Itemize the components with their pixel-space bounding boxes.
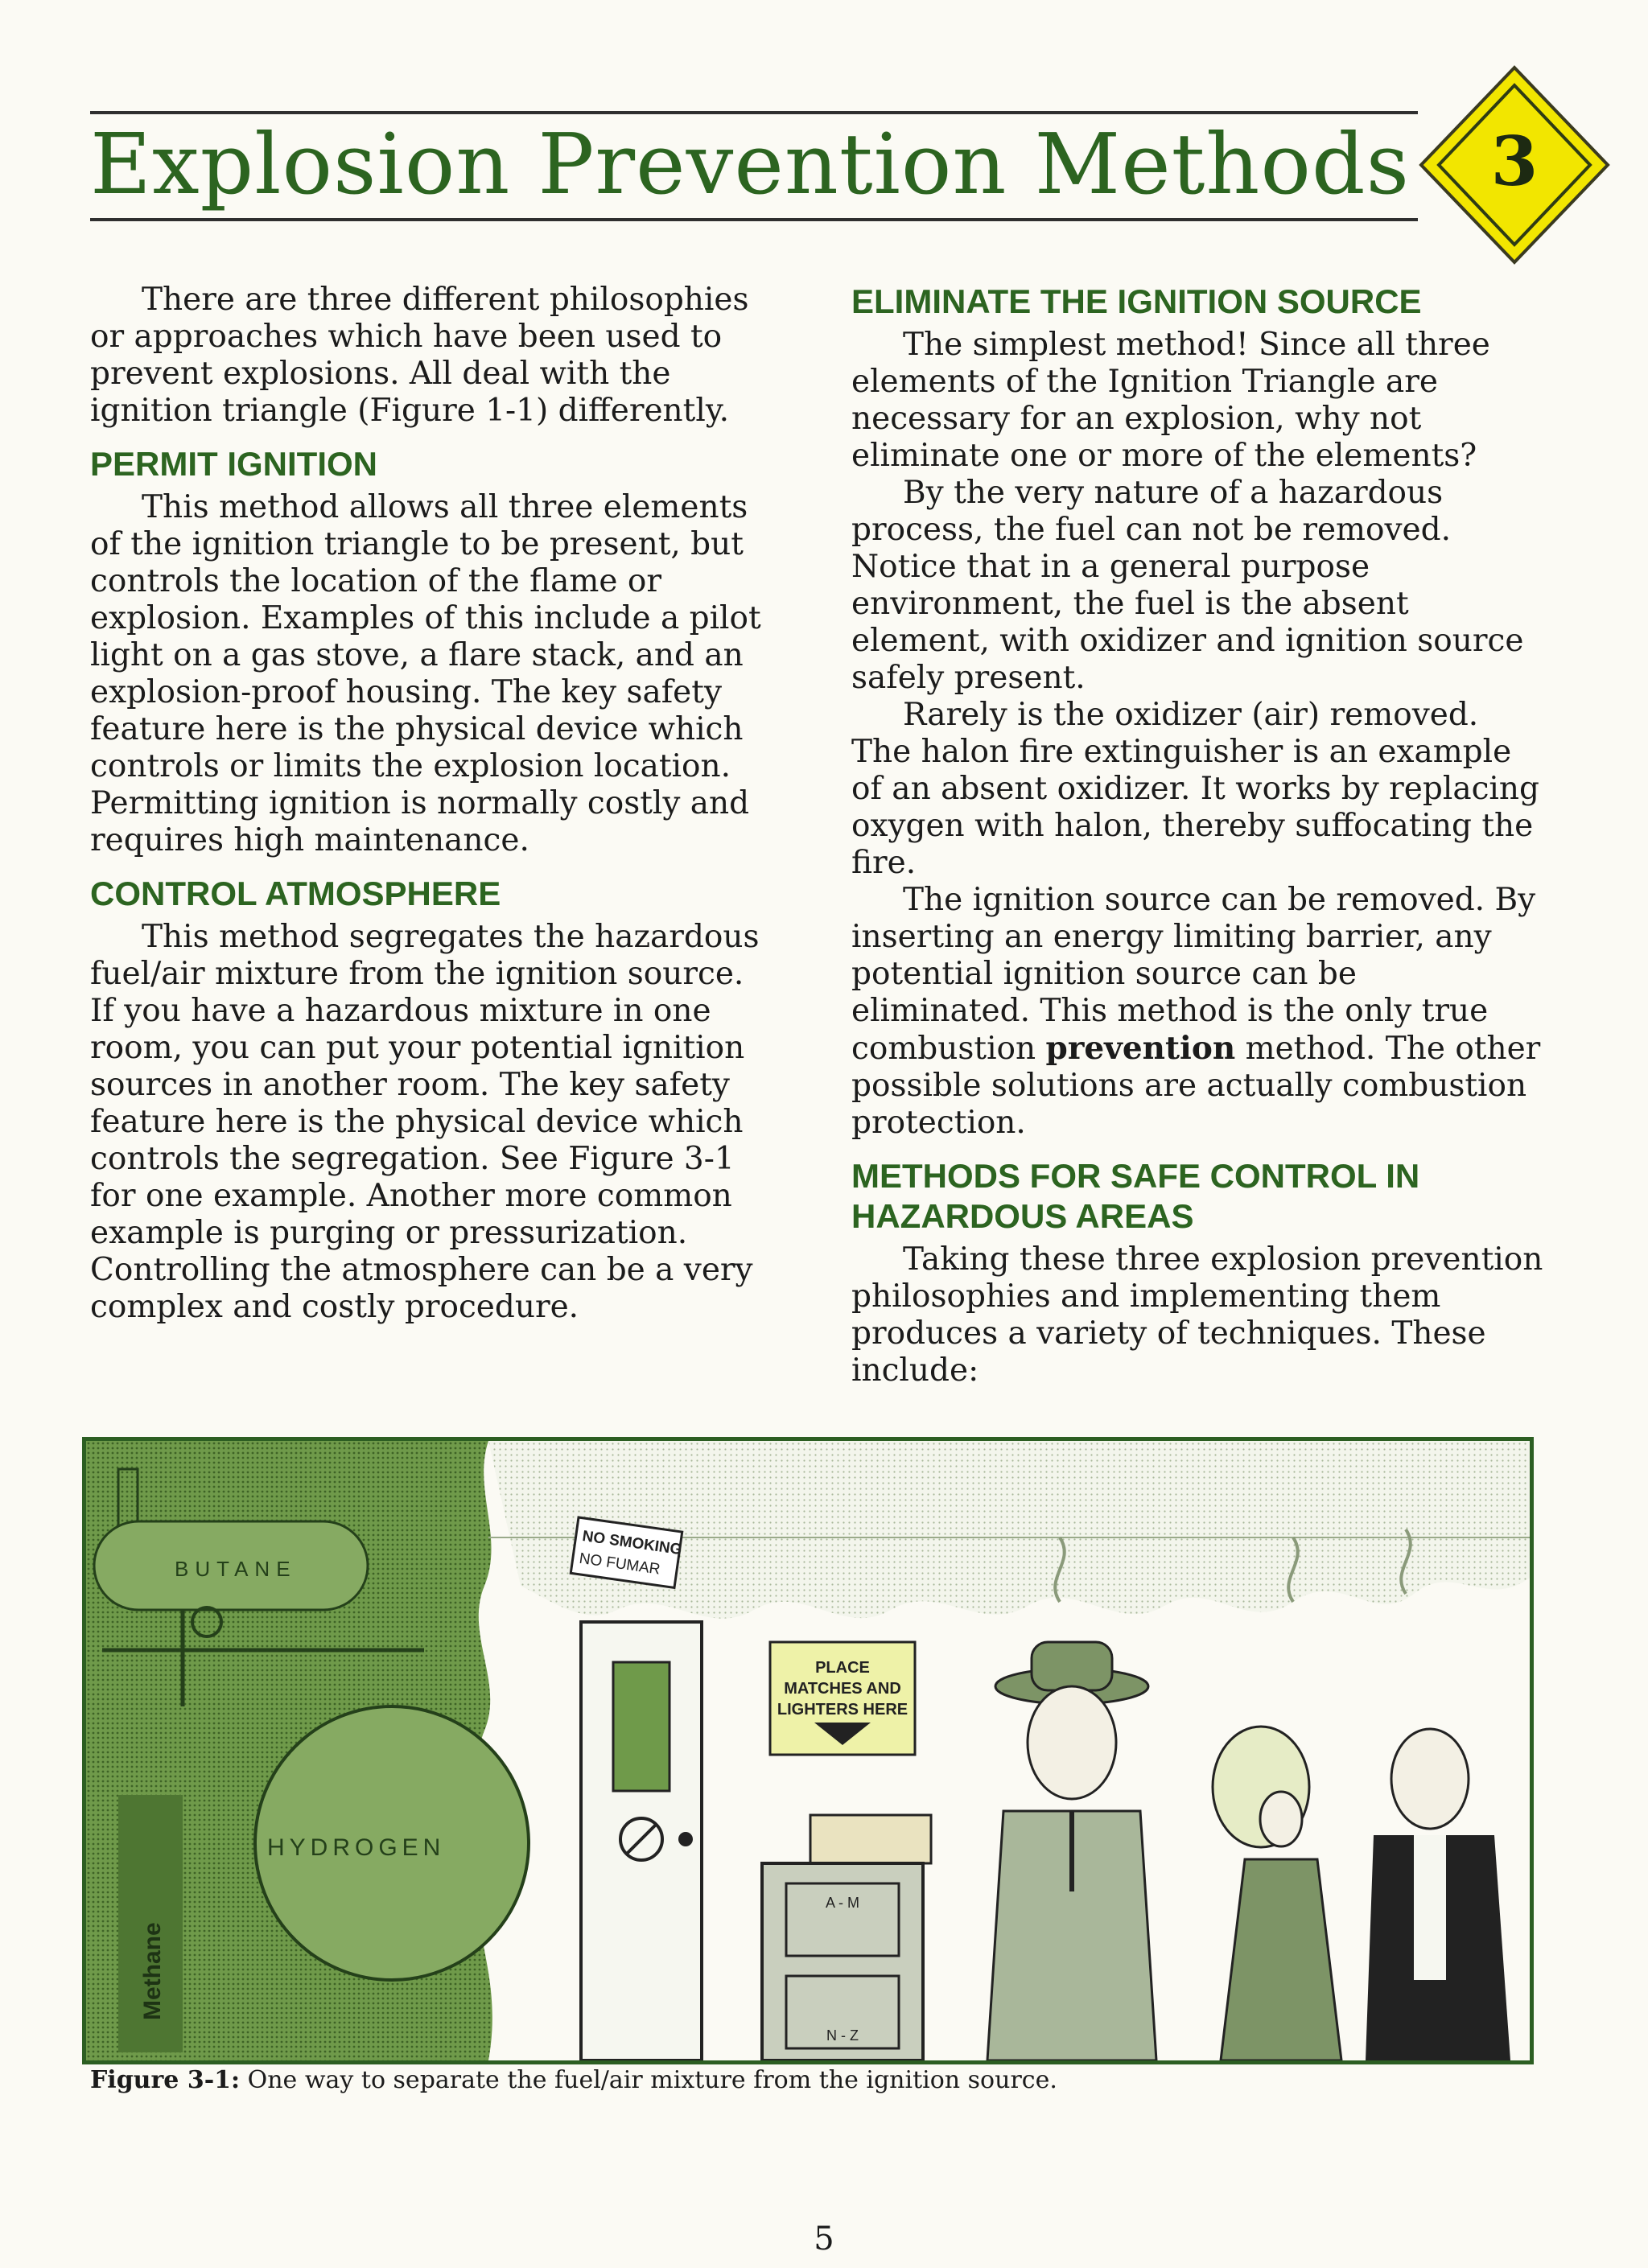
- notice-line-3: LIGHTERS HERE: [777, 1701, 908, 1718]
- eliminate-paragraph-4: [851, 882, 1543, 1142]
- notice-line-1: PLACE: [815, 1659, 870, 1677]
- figure-caption-label: Figure 3-1:: [90, 2066, 241, 2094]
- title-bottom-rule: [90, 218, 1418, 221]
- no-fumar-text: NO FUMAR: [578, 1550, 661, 1579]
- drawer-label-bottom: N - Z: [826, 2027, 859, 2044]
- eliminate-paragraph-1: The simplest method! Since all three elements of the Ignition Triangle are necessary for an explosion, why not eliminate one or more of the elements?: [851, 327, 1490, 474]
- methods-paragraph: Taking these three explosion prevention philosophies and implementing them produces a variety of techniques. These include:: [851, 1241, 1543, 1389]
- eliminate-p4-text-b: method. The other possible solutions are actually combustion protection.: [851, 1031, 1541, 1141]
- door-window: [613, 1662, 670, 1791]
- left-column: [90, 282, 766, 1340]
- drawer-label-top: A - M: [825, 1895, 860, 1911]
- matches-box: [810, 1815, 931, 1863]
- woman-figure: [1213, 1727, 1341, 2060]
- heading-permit-ignition: PERMIT IGNITION: [90, 445, 377, 483]
- control-atmosphere-paragraph: This method segregates the hazardous fuel/air mixture from the ignition source. If you have a hazardous mixture in one room, you can put your potential ignition sources in another room. The key safety feature here is the physical device which controls the segregation. See Figure 3-1 for one example. Another more common example is purging or pressurization. Controlling the atmosphere can be a very complex and costly procedure.: [90, 919, 760, 1325]
- chapter-badge: [1418, 64, 1611, 265]
- figure-illustration: [86, 1441, 1530, 2060]
- methane-label: Methane: [139, 1922, 166, 2020]
- door-knob: [678, 1832, 693, 1846]
- page-number: 5: [814, 2221, 834, 2258]
- eliminate-p4-text-a: The ignition source can be removed. By inserting an energy limiting barrier, any potential ignition source can be eliminated. This method is the only true combustion: [851, 882, 1536, 1067]
- right-column: [851, 282, 1543, 1404]
- eliminate-paragraph-2: By the very nature of a hazardous process, the fuel can not be removed. Notice that in a general purpose environment, the fuel is the absent element, with oxidizer and ignition source safely present.: [851, 475, 1524, 696]
- heading-control-atmosphere: CONTROL ATMOSPHERE: [90, 875, 501, 912]
- man-with-hat-figure: [987, 1642, 1156, 2060]
- no-smoking-text: NO SMOKING: [581, 1527, 683, 1559]
- figure-caption-text: One way to separate the fuel/air mixture from the ignition source.: [240, 2066, 1057, 2094]
- notice-line-2: MATCHES AND: [784, 1680, 901, 1698]
- eliminate-p4-emphasis: prevention: [1045, 1030, 1236, 1067]
- butane-label: BUTANE: [175, 1557, 297, 1581]
- hydrogen-label: HYDROGEN: [267, 1834, 446, 1861]
- heading-eliminate-ignition: ELIMINATE THE IGNITION SOURCE: [851, 282, 1422, 320]
- figure-3-1: [82, 1437, 1534, 2064]
- intro-paragraph: There are three different philosophies or approaches which have been used to prevent explosions. All deal with the ignition triangle (Figure 1-1) differently.: [90, 282, 749, 429]
- bald-man-figure: [1366, 1729, 1510, 2060]
- figure-caption: [90, 2066, 1539, 2095]
- eliminate-paragraph-3: Rarely is the oxidizer (air) removed. The halon fire extinguisher is an example of an absent oxidizer. It works by replacing oxygen with halon, thereby suffocating the fire.: [851, 697, 1539, 881]
- chapter-number: 3: [1490, 121, 1539, 201]
- permit-ignition-paragraph: This method allows all three elements of the ignition triangle to be present, but controls the location of the flame or explosion. Examples of this include a pilot light on a gas stove, a flare stack, and an explosion-proof housing. The key safety feature here is the physical device which controls or limits the explosion location. Permitting ignition is normally costly and requires high maintenance.: [90, 489, 761, 858]
- heading-methods-safe-control: METHODS FOR SAFE CONTROL IN HAZARDOUS AREAS: [851, 1157, 1420, 1235]
- page-title: Explosion Prevention Methods: [90, 115, 1410, 213]
